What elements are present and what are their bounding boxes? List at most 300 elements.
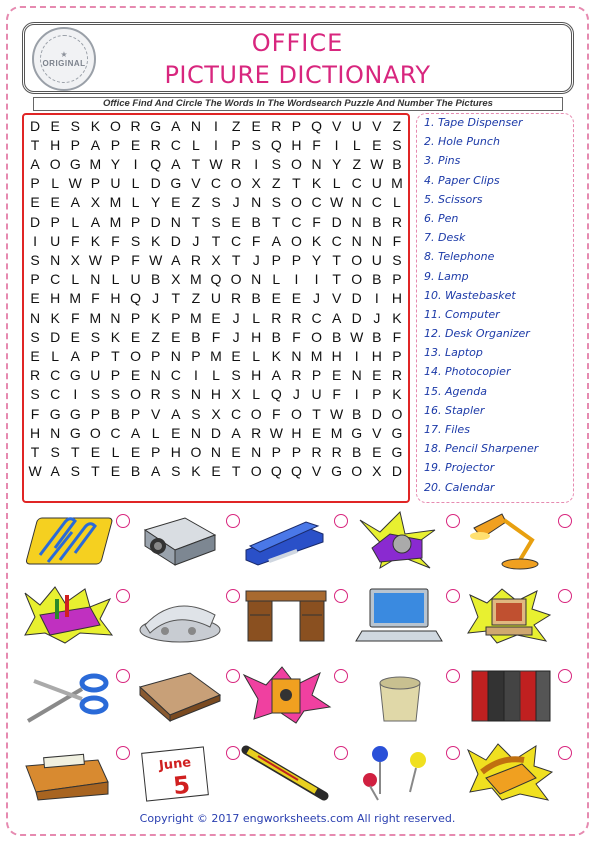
grid-letter[interactable]: L: [51, 175, 60, 192]
grid-letter[interactable]: H: [331, 347, 342, 364]
grid-letter[interactable]: N: [190, 424, 201, 441]
grid-letter[interactable]: A: [171, 155, 181, 172]
grid-letter[interactable]: M: [89, 309, 102, 326]
grid-letter[interactable]: C: [371, 194, 382, 211]
grid-letter[interactable]: N: [351, 213, 362, 230]
grid-letter[interactable]: D: [29, 117, 41, 134]
grid-letter[interactable]: K: [90, 117, 101, 134]
grid-letter[interactable]: N: [351, 232, 362, 249]
grid-letter[interactable]: H: [50, 290, 61, 307]
grid-letter[interactable]: S: [30, 328, 40, 345]
grid-letter[interactable]: N: [251, 194, 262, 211]
grid-letter[interactable]: Z: [231, 117, 241, 134]
grid-letter[interactable]: V: [372, 424, 382, 441]
grid-letter[interactable]: Y: [331, 155, 342, 172]
grid-letter[interactable]: X: [211, 251, 221, 268]
grid-letter[interactable]: H: [170, 443, 181, 460]
grid-letter[interactable]: M: [69, 290, 82, 307]
grid-letter[interactable]: P: [191, 347, 201, 364]
grid-letter[interactable]: K: [90, 232, 101, 249]
grid-letter[interactable]: B: [251, 213, 261, 230]
grid-letter[interactable]: N: [29, 309, 41, 326]
grid-letter[interactable]: G: [331, 463, 343, 480]
grid-letter[interactable]: P: [110, 136, 121, 153]
number-answer-bubble[interactable]: [116, 746, 130, 760]
grid-letter[interactable]: S: [392, 251, 402, 268]
grid-letter[interactable]: T: [70, 443, 80, 460]
grid-letter[interactable]: N: [311, 155, 322, 172]
grid-letter[interactable]: P: [311, 367, 322, 384]
grid-letter[interactable]: A: [231, 424, 241, 441]
grid-letter[interactable]: O: [351, 463, 363, 480]
grid-letter[interactable]: F: [272, 405, 281, 422]
grid-letter[interactable]: L: [272, 271, 281, 288]
grid-letter[interactable]: A: [271, 367, 281, 384]
grid-letter[interactable]: L: [51, 347, 60, 364]
grid-letter[interactable]: E: [231, 213, 241, 230]
grid-letter[interactable]: U: [371, 175, 382, 192]
grid-letter[interactable]: L: [252, 386, 261, 403]
grid-letter[interactable]: C: [110, 424, 121, 441]
grid-letter[interactable]: T: [332, 251, 341, 268]
grid-letter[interactable]: E: [372, 367, 382, 384]
grid-letter[interactable]: N: [150, 367, 161, 384]
grid-letter[interactable]: H: [391, 290, 402, 307]
grid-letter[interactable]: I: [193, 367, 198, 384]
grid-letter[interactable]: J: [232, 328, 240, 345]
grid-letter[interactable]: A: [90, 213, 101, 230]
grid-letter[interactable]: C: [331, 232, 342, 249]
grid-letter[interactable]: Q: [290, 463, 302, 480]
grid-letter[interactable]: G: [69, 155, 81, 172]
grid-letter[interactable]: F: [70, 309, 80, 326]
grid-letter[interactable]: V: [372, 117, 382, 134]
grid-letter[interactable]: R: [271, 117, 282, 134]
grid-letter[interactable]: L: [131, 175, 140, 192]
grid-letter[interactable]: L: [352, 136, 361, 153]
grid-letter[interactable]: O: [230, 175, 242, 192]
grid-letter[interactable]: E: [50, 117, 60, 134]
grid-letter[interactable]: U: [130, 271, 141, 288]
grid-letter[interactable]: F: [30, 405, 40, 422]
grid-letter[interactable]: W: [88, 251, 102, 268]
grid-letter[interactable]: F: [392, 232, 402, 249]
grid-letter[interactable]: A: [50, 463, 60, 480]
grid-letter[interactable]: Q: [311, 117, 322, 134]
grid-letter[interactable]: H: [371, 347, 382, 364]
grid-letter[interactable]: E: [50, 194, 60, 211]
grid-letter[interactable]: K: [191, 463, 201, 480]
number-answer-bubble[interactable]: [116, 589, 130, 603]
grid-letter[interactable]: S: [130, 232, 141, 249]
grid-letter[interactable]: O: [130, 386, 142, 403]
grid-letter[interactable]: I: [214, 136, 218, 153]
grid-letter[interactable]: C: [351, 175, 362, 192]
grid-letter[interactable]: U: [210, 290, 222, 307]
grid-letter[interactable]: S: [251, 136, 261, 153]
grid-letter[interactable]: C: [311, 309, 322, 326]
grid-letter[interactable]: E: [291, 290, 302, 307]
grid-letter[interactable]: E: [231, 443, 241, 460]
grid-letter[interactable]: E: [372, 443, 382, 460]
grid-letter[interactable]: H: [291, 424, 302, 441]
grid-letter[interactable]: H: [50, 136, 61, 153]
grid-letter[interactable]: T: [191, 155, 201, 172]
grid-letter[interactable]: B: [392, 155, 402, 172]
grid-letter[interactable]: T: [191, 213, 201, 230]
grid-letter[interactable]: O: [290, 405, 302, 422]
grid-letter[interactable]: R: [271, 309, 282, 326]
grid-letter[interactable]: L: [111, 271, 120, 288]
grid-letter[interactable]: P: [90, 405, 101, 422]
grid-letter[interactable]: M: [89, 155, 102, 172]
grid-letter[interactable]: L: [393, 194, 401, 211]
grid-letter[interactable]: G: [69, 405, 81, 422]
grid-letter[interactable]: P: [291, 443, 302, 460]
grid-letter[interactable]: Z: [151, 328, 160, 345]
grid-letter[interactable]: C: [311, 194, 322, 211]
grid-letter[interactable]: I: [133, 155, 138, 172]
grid-letter[interactable]: O: [250, 405, 262, 422]
grid-letter[interactable]: Q: [270, 136, 282, 153]
grid-letter[interactable]: J: [232, 194, 240, 211]
grid-letter[interactable]: K: [271, 347, 281, 364]
grid-letter[interactable]: E: [130, 443, 141, 460]
grid-letter[interactable]: R: [231, 290, 242, 307]
grid-letter[interactable]: P: [151, 347, 161, 364]
grid-letter[interactable]: P: [171, 309, 181, 326]
grid-letter[interactable]: V: [331, 290, 342, 307]
grid-letter[interactable]: P: [291, 117, 302, 134]
grid-letter[interactable]: N: [371, 232, 382, 249]
grid-letter[interactable]: N: [190, 386, 201, 403]
number-answer-bubble[interactable]: [334, 589, 348, 603]
grid-letter[interactable]: N: [210, 443, 222, 460]
grid-letter[interactable]: B: [130, 463, 141, 480]
grid-letter[interactable]: A: [70, 347, 80, 364]
number-answer-bubble[interactable]: [558, 746, 572, 760]
grid-letter[interactable]: S: [231, 367, 241, 384]
grid-letter[interactable]: P: [130, 213, 141, 230]
grid-letter[interactable]: E: [251, 117, 261, 134]
grid-letter[interactable]: X: [171, 271, 181, 288]
grid-letter[interactable]: H: [291, 136, 302, 153]
grid-letter[interactable]: I: [354, 347, 359, 364]
grid-letter[interactable]: T: [292, 175, 301, 192]
grid-letter[interactable]: V: [311, 463, 322, 480]
grid-letter[interactable]: Z: [272, 175, 281, 192]
grid-letter[interactable]: W: [269, 424, 283, 441]
grid-letter[interactable]: L: [252, 347, 261, 364]
grid-letter[interactable]: B: [191, 328, 201, 345]
grid-letter[interactable]: T: [30, 136, 40, 153]
grid-letter[interactable]: W: [370, 155, 384, 172]
grid-letter[interactable]: N: [50, 424, 61, 441]
grid-letter[interactable]: U: [110, 175, 121, 192]
grid-letter[interactable]: O: [351, 271, 363, 288]
grid-letter[interactable]: O: [190, 443, 202, 460]
grid-letter[interactable]: H: [251, 328, 262, 345]
grid-letter[interactable]: C: [291, 213, 302, 230]
grid-letter[interactable]: A: [70, 194, 80, 211]
grid-letter[interactable]: K: [151, 232, 161, 249]
grid-letter[interactable]: E: [30, 194, 40, 211]
grid-letter[interactable]: N: [110, 309, 121, 326]
grid-letter[interactable]: K: [110, 328, 121, 345]
grid-letter[interactable]: F: [70, 232, 80, 249]
grid-letter[interactable]: O: [290, 155, 302, 172]
grid-letter[interactable]: E: [110, 463, 121, 480]
grid-letter[interactable]: T: [231, 463, 241, 480]
grid-letter[interactable]: T: [30, 443, 40, 460]
grid-letter[interactable]: X: [211, 405, 221, 422]
grid-letter[interactable]: U: [50, 232, 61, 249]
grid-letter[interactable]: O: [391, 405, 403, 422]
grid-letter[interactable]: P: [231, 136, 241, 153]
grid-letter[interactable]: P: [130, 405, 141, 422]
grid-letter[interactable]: A: [151, 463, 161, 480]
grid-letter[interactable]: S: [110, 386, 121, 403]
grid-letter[interactable]: K: [50, 309, 60, 326]
grid-letter[interactable]: Z: [191, 290, 201, 307]
grid-letter[interactable]: P: [392, 271, 402, 288]
grid-letter[interactable]: E: [372, 136, 382, 153]
grid-letter[interactable]: N: [251, 271, 262, 288]
grid-letter[interactable]: L: [191, 136, 200, 153]
grid-letter[interactable]: U: [90, 367, 101, 384]
grid-letter[interactable]: A: [90, 136, 101, 153]
grid-letter[interactable]: P: [30, 271, 40, 288]
grid-letter[interactable]: I: [314, 271, 319, 288]
grid-letter[interactable]: B: [352, 443, 362, 460]
grid-letter[interactable]: Q: [210, 271, 222, 288]
grid-letter[interactable]: P: [90, 175, 101, 192]
grid-letter[interactable]: P: [30, 175, 40, 192]
grid-letter[interactable]: F: [91, 290, 100, 307]
grid-letter[interactable]: U: [311, 386, 322, 403]
grid-letter[interactable]: I: [33, 232, 37, 249]
grid-letter[interactable]: E: [30, 290, 40, 307]
grid-letter[interactable]: O: [250, 463, 262, 480]
grid-letter[interactable]: R: [331, 443, 342, 460]
grid-letter[interactable]: B: [372, 213, 382, 230]
grid-letter[interactable]: N: [50, 251, 61, 268]
grid-letter[interactable]: Z: [392, 117, 402, 134]
grid-letter[interactable]: N: [190, 117, 201, 134]
grid-letter[interactable]: D: [150, 213, 161, 230]
grid-letter[interactable]: P: [271, 251, 281, 268]
grid-letter[interactable]: M: [190, 271, 202, 288]
grid-letter[interactable]: I: [214, 117, 218, 134]
number-answer-bubble[interactable]: [558, 514, 572, 528]
grid-letter[interactable]: D: [331, 213, 342, 230]
grid-letter[interactable]: G: [391, 424, 403, 441]
grid-letter[interactable]: X: [70, 251, 80, 268]
grid-letter[interactable]: R: [291, 309, 302, 326]
grid-letter[interactable]: C: [210, 175, 222, 192]
grid-letter[interactable]: G: [351, 424, 363, 441]
grid-letter[interactable]: B: [110, 405, 121, 422]
grid-letter[interactable]: N: [170, 347, 181, 364]
grid-letter[interactable]: F: [292, 328, 301, 345]
grid-letter[interactable]: N: [351, 194, 362, 211]
grid-letter[interactable]: Y: [151, 194, 161, 211]
grid-letter[interactable]: F: [332, 386, 341, 403]
grid-letter[interactable]: L: [332, 175, 341, 192]
number-answer-bubble[interactable]: [446, 746, 460, 760]
grid-letter[interactable]: D: [150, 175, 161, 192]
grid-letter[interactable]: D: [351, 290, 362, 307]
grid-letter[interactable]: M: [210, 347, 222, 364]
grid-letter[interactable]: H: [251, 367, 262, 384]
grid-letter[interactable]: K: [311, 175, 322, 192]
grid-letter[interactable]: M: [190, 309, 202, 326]
grid-letter[interactable]: T: [111, 347, 120, 364]
grid-letter[interactable]: B: [151, 271, 161, 288]
grid-letter[interactable]: E: [211, 309, 221, 326]
grid-letter[interactable]: D: [371, 405, 382, 422]
grid-letter[interactable]: P: [70, 136, 80, 153]
grid-letter[interactable]: L: [71, 271, 80, 288]
grid-letter[interactable]: E: [331, 367, 342, 384]
grid-letter[interactable]: F: [392, 328, 402, 345]
grid-letter[interactable]: P: [291, 251, 302, 268]
grid-letter[interactable]: I: [334, 136, 339, 153]
grid-letter[interactable]: T: [332, 271, 341, 288]
grid-letter[interactable]: D: [391, 463, 402, 480]
grid-letter[interactable]: N: [251, 443, 262, 460]
grid-letter[interactable]: S: [191, 405, 201, 422]
grid-letter[interactable]: O: [130, 347, 142, 364]
grid-letter[interactable]: T: [211, 232, 221, 249]
grid-letter[interactable]: F: [312, 136, 321, 153]
grid-letter[interactable]: R: [130, 117, 141, 134]
grid-letter[interactable]: S: [70, 463, 80, 480]
grid-letter[interactable]: R: [190, 251, 201, 268]
grid-letter[interactable]: D: [351, 309, 362, 326]
grid-letter[interactable]: Q: [150, 155, 162, 172]
grid-letter[interactable]: E: [171, 194, 181, 211]
grid-letter[interactable]: C: [50, 367, 61, 384]
grid-letter[interactable]: E: [90, 443, 101, 460]
grid-letter[interactable]: M: [330, 424, 343, 441]
grid-letter[interactable]: T: [171, 290, 181, 307]
grid-letter[interactable]: V: [191, 175, 201, 192]
grid-letter[interactable]: C: [170, 367, 181, 384]
grid-letter[interactable]: C: [170, 136, 181, 153]
grid-letter[interactable]: A: [171, 251, 181, 268]
grid-letter[interactable]: K: [392, 309, 402, 326]
grid-letter[interactable]: O: [290, 194, 302, 211]
grid-letter[interactable]: I: [354, 386, 359, 403]
grid-letter[interactable]: B: [331, 328, 342, 345]
grid-letter[interactable]: R: [311, 443, 322, 460]
grid-letter[interactable]: E: [130, 367, 141, 384]
number-answer-bubble[interactable]: [446, 669, 460, 683]
grid-letter[interactable]: A: [331, 309, 342, 326]
grid-letter[interactable]: T: [272, 213, 281, 230]
grid-letter[interactable]: S: [70, 117, 80, 134]
grid-letter[interactable]: L: [151, 424, 160, 441]
grid-letter[interactable]: E: [231, 347, 241, 364]
grid-letter[interactable]: D: [170, 232, 181, 249]
grid-letter[interactable]: Q: [130, 290, 142, 307]
grid-letter[interactable]: M: [391, 175, 403, 192]
grid-letter[interactable]: G: [69, 367, 81, 384]
grid-letter[interactable]: R: [391, 213, 402, 230]
grid-letter[interactable]: H: [210, 386, 222, 403]
grid-letter[interactable]: J: [373, 309, 381, 326]
grid-letter[interactable]: S: [271, 155, 281, 172]
grid-letter[interactable]: G: [170, 175, 182, 192]
grid-letter[interactable]: Z: [352, 155, 361, 172]
grid-letter[interactable]: O: [311, 328, 322, 345]
grid-letter[interactable]: Y: [311, 251, 322, 268]
grid-letter[interactable]: B: [352, 405, 362, 422]
grid-letter[interactable]: Q: [270, 463, 282, 480]
grid-letter[interactable]: L: [111, 443, 120, 460]
grid-letter[interactable]: G: [150, 117, 162, 134]
grid-letter[interactable]: B: [372, 328, 382, 345]
grid-letter[interactable]: J: [252, 251, 260, 268]
number-answer-bubble[interactable]: [446, 589, 460, 603]
grid-letter[interactable]: O: [89, 424, 101, 441]
grid-letter[interactable]: O: [351, 251, 363, 268]
grid-letter[interactable]: S: [211, 213, 221, 230]
number-answer-bubble[interactable]: [558, 589, 572, 603]
grid-letter[interactable]: W: [209, 155, 223, 172]
grid-letter[interactable]: P: [372, 386, 382, 403]
grid-letter[interactable]: P: [271, 443, 281, 460]
wordsearch-grid[interactable]: [25, 116, 407, 500]
grid-letter[interactable]: G: [69, 424, 81, 441]
number-answer-bubble[interactable]: [334, 669, 348, 683]
grid-letter[interactable]: D: [210, 424, 222, 441]
grid-letter[interactable]: B: [271, 328, 281, 345]
number-answer-bubble[interactable]: [446, 514, 460, 528]
grid-letter[interactable]: B: [372, 271, 382, 288]
grid-letter[interactable]: U: [371, 251, 382, 268]
grid-letter[interactable]: S: [30, 251, 40, 268]
grid-letter[interactable]: W: [330, 405, 344, 422]
grid-letter[interactable]: K: [151, 309, 161, 326]
grid-letter[interactable]: G: [391, 443, 403, 460]
grid-letter[interactable]: C: [231, 232, 242, 249]
grid-letter[interactable]: T: [312, 405, 321, 422]
grid-letter[interactable]: S: [30, 386, 40, 403]
grid-letter[interactable]: S: [392, 136, 402, 153]
grid-letter[interactable]: O: [110, 117, 121, 134]
grid-letter[interactable]: F: [312, 213, 321, 230]
grid-letter[interactable]: S: [271, 194, 281, 211]
grid-letter[interactable]: W: [350, 328, 364, 345]
grid-letter[interactable]: J: [292, 386, 300, 403]
grid-letter[interactable]: Q: [270, 386, 282, 403]
grid-letter[interactable]: L: [252, 309, 261, 326]
grid-letter[interactable]: C: [50, 386, 61, 403]
grid-letter[interactable]: E: [130, 136, 141, 153]
grid-letter[interactable]: O: [290, 232, 302, 249]
grid-letter[interactable]: R: [251, 424, 262, 441]
grid-letter[interactable]: W: [149, 251, 163, 268]
grid-letter[interactable]: S: [211, 194, 221, 211]
grid-letter[interactable]: E: [171, 424, 181, 441]
grid-letter[interactable]: H: [110, 290, 121, 307]
grid-letter[interactable]: S: [171, 463, 181, 480]
grid-letter[interactable]: C: [231, 405, 242, 422]
grid-letter[interactable]: M: [109, 213, 122, 230]
grid-letter[interactable]: R: [391, 367, 402, 384]
